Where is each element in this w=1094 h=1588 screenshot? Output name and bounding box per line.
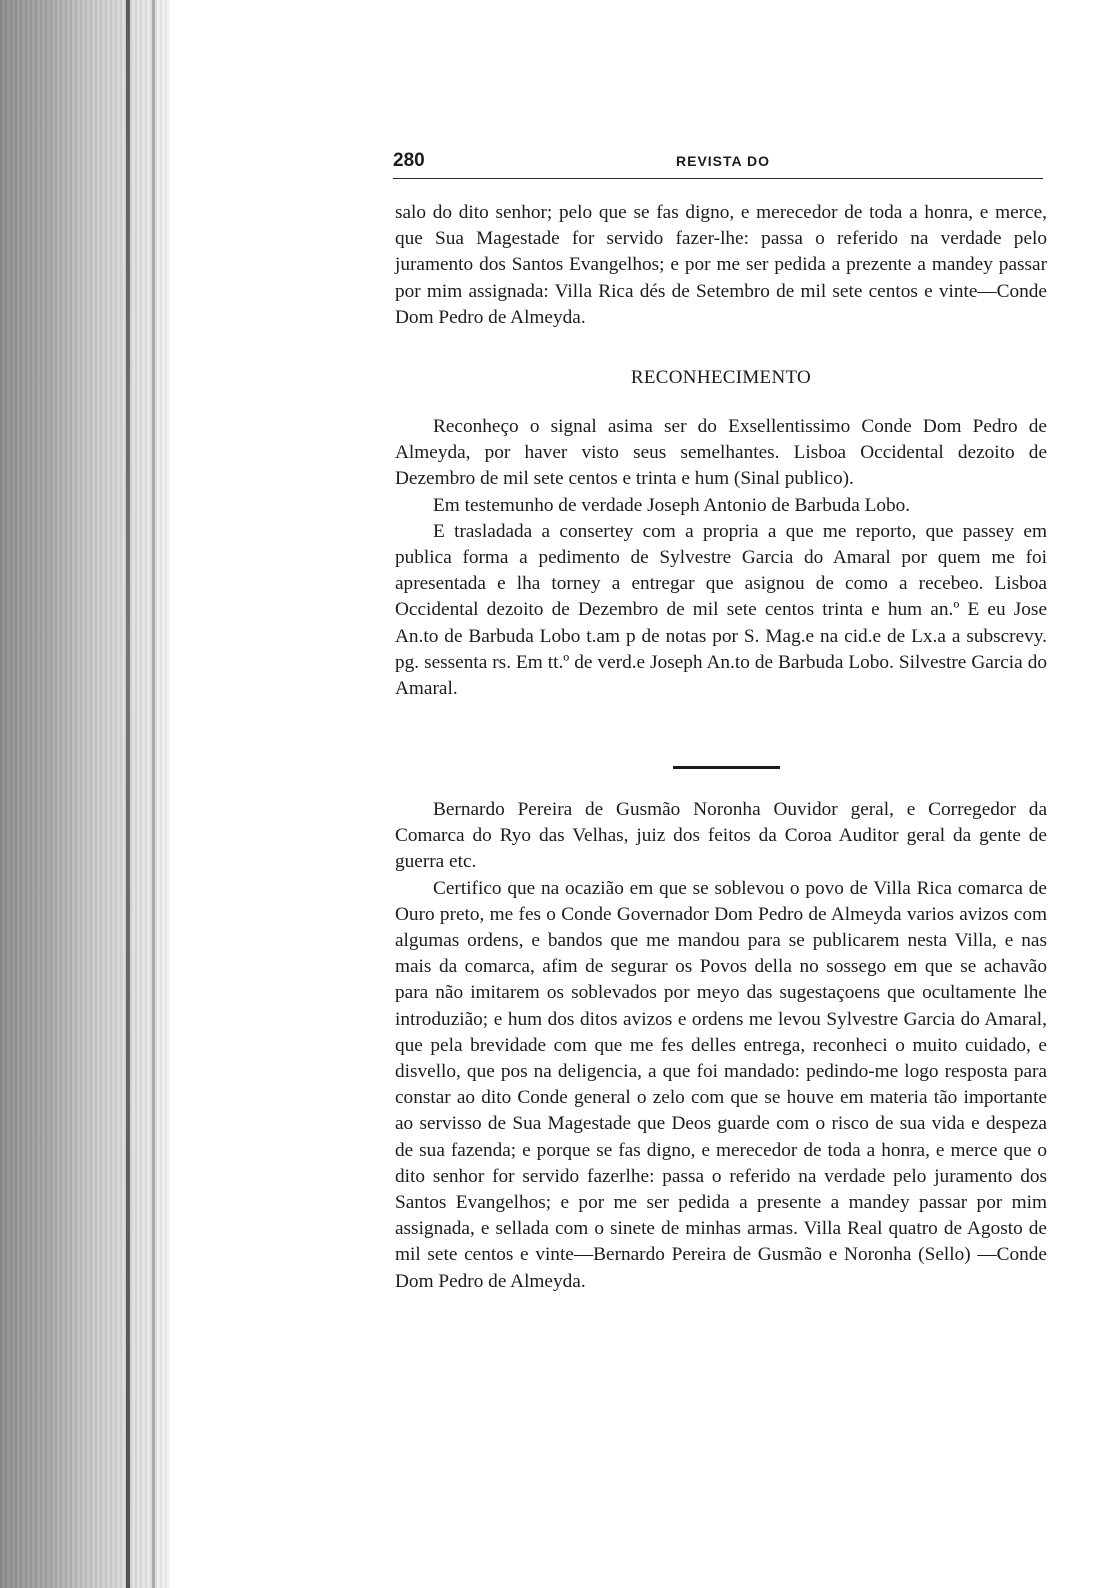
text-block-reconhecimento [395, 414, 1047, 702]
paragraph: salo do dito senhor; pelo que se fas digno, e merecedor de toda a honra, e merce, que Sua Magestade for servido fazer-lhe: passa o referido na verdade pelo juramento dos Santos Evangelhos; e por me ser pedida a prezente a mandey passar por mim assignada: Villa Rica dés de Setembro de mil sete centos e vinte—Conde Dom Pedro de Almeyda. [395, 202, 1047, 328]
text-block-second-certificate [395, 797, 1047, 1295]
binding-crease-inner [152, 0, 155, 1588]
paragraph: Em testemunho de verdade Joseph Antonio de Barbuda Lobo. [433, 494, 911, 516]
running-head: REVISTA DO [676, 153, 771, 169]
paragraph: Reconheço o signal asima ser do Exsellentissimo Conde Dom Pedro de Almeyda, por haver visto seus semelhantes. Lisboa Occidental dezoito de Dezembro de mil sete centos e trinta e hum (Sinal publico). [395, 416, 1047, 490]
page-number: 280 [393, 150, 425, 171]
paragraph: Bernardo Pereira de Gusmão Noronha Ouvidor geral, e Corregedor da Comarca do Ryo das Velhas, juiz dos feitos da Coroa Auditor geral da gente de guerra etc. [395, 799, 1047, 873]
book-binding-shadow [0, 0, 170, 1588]
binding-crease [126, 0, 130, 1588]
paragraph: E trasladada a consertey com a propria a que me reporto, que passey em publica forma a pedimento de Sylvestre Garcia do Amaral por quem me foi apresentada e lha torney a entregar que asignou de como a recebeo. Lisboa Occidental dezoito de Dezembro de mil sete centos trinta e hum an.º E eu Jose An.to de Barbuda Lobo t.am p de notas por S. Mag.e na cid.e de Lx.a a subscrevy. pg. sessenta rs. Em tt.º de verd.e Joseph An.to de Barbuda Lobo. Silvestre Garcia do Amaral. [395, 520, 1047, 700]
section-heading: RECONHECIMENTO [630, 367, 812, 388]
paragraph: Certifico que na ocazião em que se soblevou o povo de Villa Rica comarca de Ouro preto, me fes o Conde Governador Dom Pedro de Almeyda varios avizos com algumas ordens, e bandos que me mandou para se publicarem nesta Villa, e nas mais da comarca, afim de segurar os Povos della no sossego em que se achavão para não imitarem os soblevados por meyo das sugestaçoens que ocultamente lhe introduzião; e hum dos ditos avizos e ordens me levou Sylvestre Garcia do Amaral, que pela brevidade com que me fes delles entrega, reconheci o muito cuidado, e disvello, que pos na deligencia, a que foi mandado: pedindo-me logo resposta para constar ao dito Conde general o zelo com que se houve em materia tão importante ao servisso de Sua Magestade que Deos guarde com o risco de sua vida e despeza de sua fazenda; e porque se fas digno, e merecedor de toda a honra, e merce que o dito senhor for servido fazerlhe: passa o referido na verdade pelo juramento dos Santos Evangelhos; e por me ser pedida a presente a mandey passar por mim assignada, e sellada com o sinete de minhas armas. Villa Real quatro de Agosto de mil sete centos e vinte—Bernardo Pereira de Gusmão e Noronha (Sello) —Conde Dom Pedro de Almeyda. [395, 877, 1047, 1292]
section-divider [673, 766, 780, 769]
page-header [393, 148, 1043, 179]
text-block-certificate-end [395, 200, 1047, 331]
